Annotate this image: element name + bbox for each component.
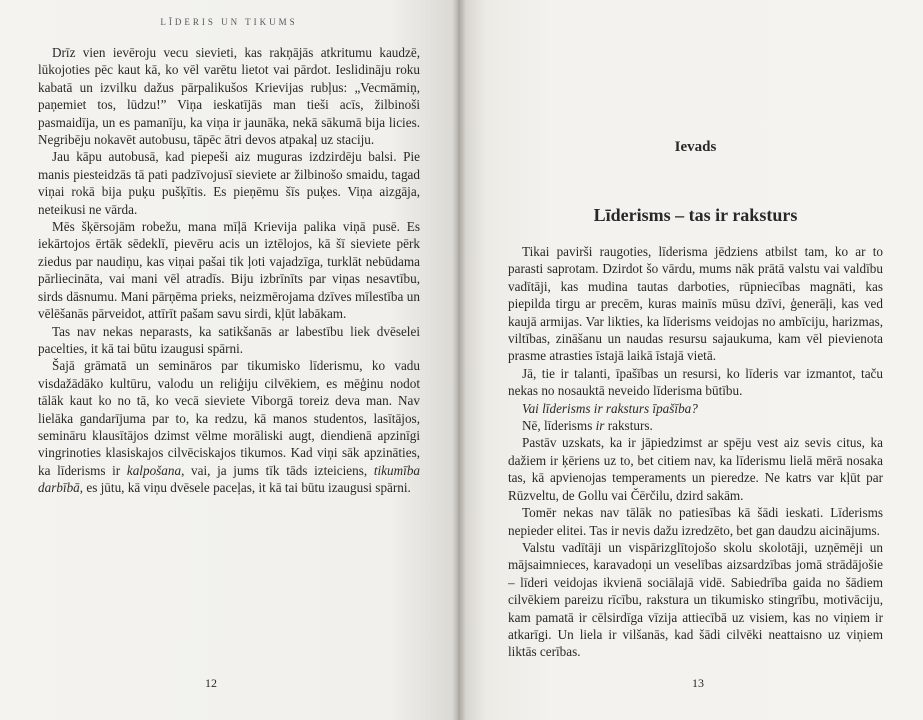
paragraph: Drīz vien ievēroju vecu sievieti, kas rakņājās atkritumu kaudzē, lūkojoties pēc kaut kā, ko vēl varētu lietot vai pārdot. Ieslidināju roku kabatā un izvilku dažus pārpalikušos Krievijas rubļus: „Vecmāmiņ, paņemiet tos, lūdzu!” Viņa ieskatījās man tieši acīs, žilbinoši pasmaidīja, un es pamanīju, ka viņa ir jaunāka, nekā sākumā bija licies. Negribēju nokavēt autobusu, tāpēc ātri devos atpakaļ uz staciju. bbox=[38, 45, 420, 148]
paragraph: Pastāv uzskats, ka ir jāpiedzimst ar spēju vest aiz sevis citus, ka dažiem ir ķēriens uz to, bet citiem nav, ka līderismu lielā mērā nosaka tas, kā apvienojas temperaments un pieredze. Ne katrs var kļūt par Rūzveltu, de Gollu vai Čērčilu, dzird sakām. bbox=[508, 435, 883, 503]
paragraph: Jā, tie ir talanti, īpašības un resursi, ko līderis var izmantot, taču nekas no nosauktā neveido līderisma būtību. bbox=[508, 365, 883, 399]
paragraph: Tas nav nekas neparasts, ka satikšanās ar labestību liek dvēselei pacelties, it kā tai būtu izaugusi spārni. bbox=[38, 323, 420, 356]
right-page-text bbox=[508, 243, 883, 661]
emphasis: ir bbox=[595, 418, 605, 434]
chapter-title: Līderisms – tas ir raksturs bbox=[593, 205, 798, 225]
book-gutter bbox=[452, 0, 466, 720]
paragraph bbox=[38, 357, 420, 496]
section-heading: Ievads bbox=[674, 139, 717, 155]
answer bbox=[508, 417, 883, 434]
text-run: raksturs. bbox=[604, 418, 653, 434]
question-text: Vai līderisms ir raksturs īpašība? bbox=[522, 400, 698, 416]
running-head: LĪDERIS UN TIKUMS bbox=[160, 17, 298, 27]
emphasis: kalpošana bbox=[126, 462, 182, 478]
emphasis: tikumība darbībā bbox=[38, 462, 421, 496]
text-run: Nē, līderisms bbox=[522, 418, 596, 434]
paragraph: Tikai pavirši raugoties, līderisma jēdziens atbilst tam, ko ar to parasti saprotam. Dzirdot šo vārdu, mums nāk prātā valstu vai valdību vadītāji, kas mudina tautas darboties, rūpniecības magnāti, kas piepilda tirgu ar precēm, kuras mainīs mūsu dzīvi, ģenerāļi, kas ved kaujā armijas. Var likties, ka līderisms veidojas no ambīciju, harizmas, viltības, zināšanu un naudas resursu sajaukuma, kam vēl pievienota prasme atrasties īstajā laikā īstajā vietā. bbox=[508, 244, 883, 364]
page-number-right: 13 bbox=[692, 676, 704, 690]
question bbox=[508, 400, 883, 417]
text-run: , vai, ja jums tīk tāds izteiciens, bbox=[181, 462, 374, 478]
text-run: , es jūtu, kā viņu dvēsele paceļas, it kā tai būtu izaugusi spārni. bbox=[79, 480, 411, 496]
left-page-text bbox=[38, 44, 420, 497]
page-number-left: 12 bbox=[205, 676, 217, 690]
paragraph: Valstu vadītāji un vispārizglītojošo skolu skolotāji, uzņēmēji un mājsaimnieces, karavadoņi un veselības aizsardzības jomā strādājošie – līderi veidojas ikvienā sociālajā vidē. Sabiedrība gaida no šādiem cilvēkiem pareizu rīcību, rakstura un tikumisko stingrību, motivāciju, kam pamatā ir cēlsirdīga vīzija attiecībā uz visiem, kas no viņiem ir atkarīgi. Un liela ir vilšanās, kad šādi cilvēki neattaisno uz viņiem liktās cerības. bbox=[508, 539, 883, 660]
paragraph: Tomēr nekas nav tālāk no patiesības kā šādi ieskati. Līderisms nepieder elitei. Tas ir nevis dažu izredzēto, bet gan daudzu aicinājums. bbox=[508, 505, 883, 538]
paragraph: Mēs šķērsojām robežu, mana mīļā Krievija palika viņā pusē. Es iekārtojos ērtāk sēdeklī, pievēru acis un iztēlojos, kā šī sieviete pērk ziedus par naudiņu, kas viņai pašai tik ļoti vajadzīga, turklāt nebūdama pārliecināta, vai mani vēl atradīs. Biju izbrīnīts par viņas nesavtību, sirds dāsnumu. Mani pārņēma prieks, neizmērojama dzīves mīlestība un vēlēšanās pārveidot, attīrīt pašam savu sirdi, kļūt labākam. bbox=[38, 219, 420, 322]
paragraph: Jau kāpu autobusā, kad piepeši aiz muguras izdzirdēju balsi. Pie manis piesteidzās tā pati padzīvojusī sieviete ar žilbinošo smaidu, tagad viņai rokā bija puķu pušķītis. Es pieņēmu šīs puķes. Viņa aizgāja, neteikusi ne vārda. bbox=[38, 149, 420, 217]
text-run: Šajā grāmatā un semināros par tikumisko līderismu, ko vadu visdažādāko kultūru, valodu un reliģiju cilvēkiem, es mēģinu nodot tālāk kaut ko no tā, ko vecā sieviete Viborgā toreiz deva man. Nav lielāka gandarījuma par to, ka redzu, kā manos studentos, lasītājos, semināru klausītājos dzimst vēlme morāliski augt, diendienā apzinīgi vingrinoties klasiskajos cilvēciskajos tikumos. Kad viņi sāk apzināties, ka līderisms ir bbox=[38, 358, 420, 478]
